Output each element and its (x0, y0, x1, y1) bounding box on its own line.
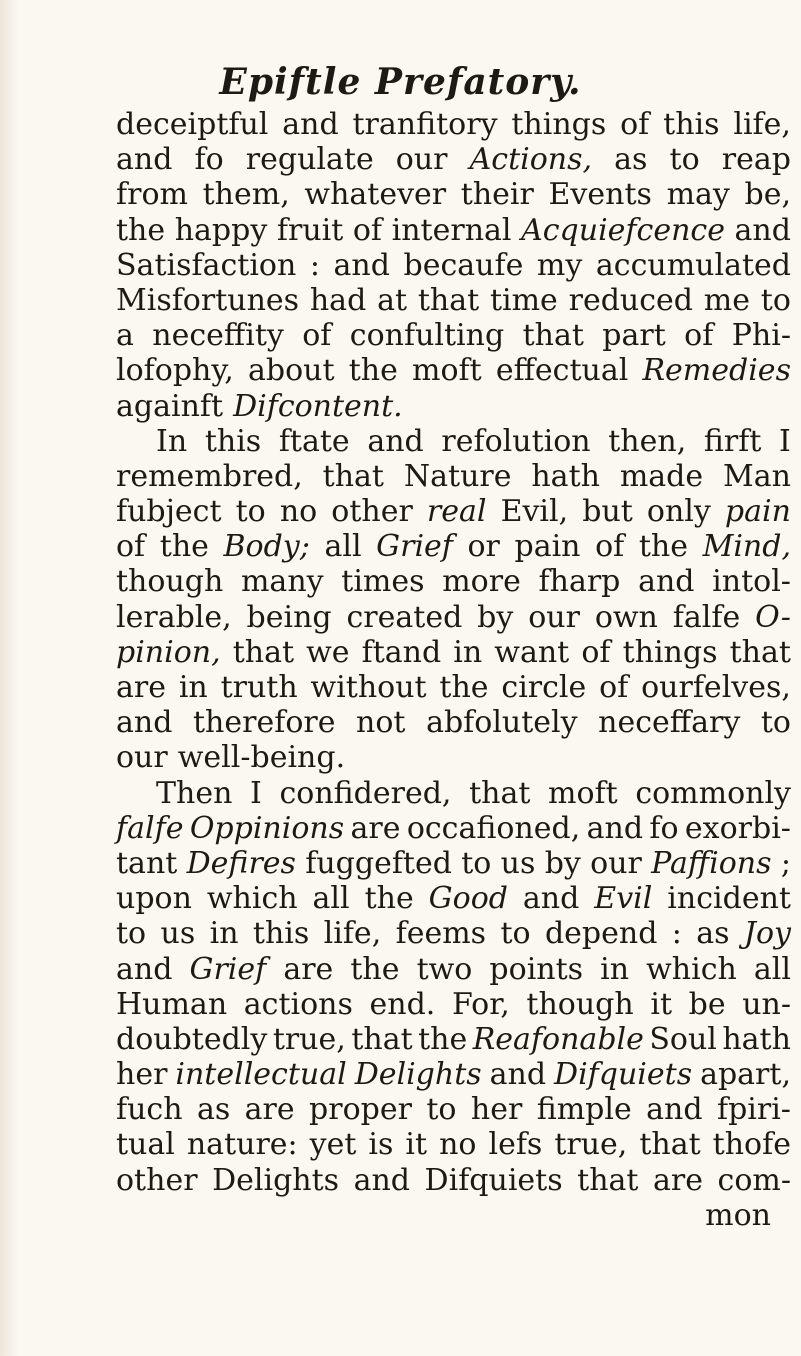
word: mon (705, 1197, 771, 1233)
word: which (206, 881, 298, 917)
word: ftand (361, 634, 442, 670)
text-line (116, 987, 791, 1022)
word: are (116, 670, 166, 705)
word: me (703, 282, 750, 318)
word: from (116, 177, 188, 213)
word: are (350, 810, 401, 846)
word: Evil (594, 881, 653, 917)
word: the (348, 353, 398, 389)
word: and (646, 1092, 703, 1128)
word: to (500, 916, 531, 952)
word: to (235, 494, 266, 530)
text-line (116, 318, 791, 353)
word: ftate (278, 423, 350, 459)
text-line (116, 600, 791, 635)
text-line (116, 916, 791, 951)
word: internal (391, 212, 512, 248)
word: fpiri- (716, 1092, 791, 1128)
word: things (511, 107, 607, 142)
text-line (116, 248, 791, 283)
word: I (250, 775, 262, 811)
word: intellectual (175, 1057, 347, 1093)
word: Actions, (469, 142, 593, 178)
word: our (395, 142, 448, 178)
text-line (116, 1022, 791, 1057)
word: the (350, 951, 400, 987)
text-line (116, 1198, 791, 1233)
word: happy (174, 212, 268, 248)
word: com- (717, 1162, 791, 1198)
word: confulting (349, 318, 505, 354)
word: no (279, 494, 318, 530)
word: Paffions (651, 845, 772, 881)
word: without (310, 670, 427, 705)
word: : (671, 916, 682, 952)
word: them, (202, 177, 290, 213)
word: confidered, (279, 775, 452, 811)
text-line (116, 564, 791, 599)
word: of (684, 318, 714, 354)
word: that (232, 634, 295, 670)
word: that (577, 1162, 639, 1198)
word: fuggefted (305, 845, 452, 881)
word: and (116, 142, 173, 178)
word: real (426, 494, 487, 530)
word: in (209, 916, 239, 952)
word: to (426, 1092, 457, 1128)
word: at (377, 282, 408, 318)
word: life, (323, 916, 382, 952)
word: remembred, (116, 458, 303, 494)
word: us (500, 845, 536, 881)
word: are (283, 951, 334, 987)
word: this (252, 916, 310, 952)
word: not (356, 705, 406, 741)
word: as (614, 142, 648, 178)
word: her (470, 1092, 523, 1128)
page-edge-shadow (0, 0, 18, 1356)
word: fruit (276, 212, 344, 248)
word: want (494, 634, 570, 670)
word: Body; (223, 529, 310, 565)
word: had (309, 282, 367, 318)
word: to (461, 845, 492, 881)
word: againft (116, 388, 224, 424)
word: two (416, 951, 473, 987)
word: Soul (649, 1021, 717, 1057)
word: all (324, 529, 362, 565)
word: by (544, 845, 581, 881)
word: her (116, 1057, 168, 1093)
word: to (669, 142, 700, 178)
word: created (346, 599, 463, 635)
word: deceiptful (116, 107, 269, 142)
word: Difquiets (554, 1057, 693, 1093)
word: the (364, 881, 414, 917)
word: and (489, 1057, 547, 1093)
word: the (418, 1021, 468, 1057)
word: truth (220, 670, 298, 705)
word: regulate (245, 142, 374, 178)
word: and (367, 423, 424, 459)
word: points (489, 951, 584, 987)
word: other (116, 1162, 198, 1198)
word: of (620, 107, 650, 142)
word: Joy (743, 916, 791, 952)
word: life, (733, 107, 791, 142)
word: that (417, 282, 480, 318)
text-line (116, 1127, 791, 1162)
word: Difcontent. (233, 388, 403, 424)
word: Human (116, 986, 228, 1022)
word: things (622, 634, 718, 670)
word: Man (723, 458, 791, 494)
word: refolution (441, 423, 591, 459)
text-line (116, 283, 791, 318)
text-line (116, 705, 791, 740)
word: hath (722, 1021, 791, 1057)
word: occafioned, (406, 810, 581, 846)
word: Delights (354, 1057, 482, 1093)
text-line (116, 881, 791, 916)
word: Nature (403, 458, 512, 494)
word: a (116, 318, 134, 354)
word: and (586, 810, 644, 846)
word: all (753, 951, 791, 987)
word: the (159, 529, 209, 565)
word: O- (755, 599, 791, 635)
word: reduced (568, 282, 693, 318)
word: our (528, 599, 580, 635)
word: true, (272, 1021, 346, 1057)
text-line (116, 389, 791, 424)
word: pain (724, 494, 791, 530)
word: Difquiets (424, 1162, 563, 1198)
word: therefore (192, 705, 336, 741)
word: effectual (495, 353, 629, 389)
word: Grief (189, 951, 267, 987)
word: Satisfaction (116, 247, 297, 283)
word: that (729, 634, 791, 670)
word: tant (116, 845, 178, 881)
word: made (619, 458, 704, 494)
word: abfolutely (426, 705, 578, 741)
word: fo (194, 142, 224, 178)
word: In (156, 423, 188, 459)
word: of (595, 529, 625, 565)
word: proper (309, 1092, 412, 1128)
word: being (246, 599, 332, 635)
word: Reafonable (472, 1021, 644, 1057)
text-line (116, 107, 791, 142)
text-line (116, 142, 791, 177)
text-line (116, 846, 791, 881)
word: feems (395, 916, 487, 952)
word: and (522, 881, 580, 917)
word: Defires (186, 845, 296, 881)
word: ourfelves, (641, 670, 791, 705)
word: about (248, 353, 335, 389)
word: reap (721, 142, 791, 178)
word: un- (742, 986, 791, 1022)
word: many (240, 564, 324, 600)
word: Oppinions (189, 810, 345, 846)
word: more (442, 564, 521, 600)
word: moft (548, 775, 618, 811)
text-line (116, 776, 791, 811)
word: the (116, 212, 166, 248)
word: end. (369, 986, 436, 1022)
word: in (178, 670, 208, 705)
word: part (602, 318, 666, 354)
word: the (439, 670, 489, 705)
running-head: Epiftle Prefatory. (219, 61, 582, 103)
word: that (351, 1021, 413, 1057)
word: neceffity (152, 318, 284, 354)
word: whatever (304, 177, 447, 213)
word: falfe (116, 810, 184, 846)
word: that (469, 775, 531, 811)
word: and (282, 107, 339, 142)
word: that (522, 318, 584, 354)
word: then, (608, 423, 687, 459)
word: be (688, 986, 726, 1022)
word: all (312, 881, 350, 917)
word: our (590, 845, 642, 881)
word: nature: (186, 1127, 298, 1163)
word: to (760, 282, 791, 318)
word: actions (243, 986, 353, 1022)
text-line (116, 635, 791, 670)
word: intol- (712, 564, 791, 600)
text-line (116, 670, 791, 705)
word: Remedies (642, 353, 791, 389)
word: but (582, 494, 633, 530)
word: neceffary (598, 705, 741, 741)
word: may (666, 177, 730, 213)
word: falfe (672, 599, 741, 635)
text-line (116, 1057, 791, 1092)
word: though (116, 564, 224, 600)
word: of (599, 670, 629, 705)
word: : (309, 247, 320, 283)
word: Then (156, 775, 233, 811)
word: to (116, 916, 147, 952)
word: of (581, 634, 611, 670)
word: fimple (536, 1092, 632, 1128)
word: that (322, 458, 384, 494)
word: exorbi- (684, 810, 791, 846)
word: Acquiefcence (521, 212, 725, 248)
word: be, (744, 177, 791, 213)
word: Events (548, 177, 652, 213)
body-text (116, 107, 791, 1233)
word: yet (309, 1127, 357, 1163)
word: pain (514, 529, 581, 565)
text-line (116, 1092, 791, 1127)
word: times (341, 564, 425, 600)
text-line (116, 494, 791, 529)
word: is (368, 1127, 394, 1163)
word: in (453, 634, 483, 670)
word: by (477, 599, 514, 635)
word: though (526, 986, 634, 1022)
word: firft (703, 423, 762, 459)
word: and (353, 1162, 411, 1198)
word: other (331, 494, 413, 530)
text-line (116, 952, 791, 987)
word: hath (531, 458, 600, 494)
word: depend (544, 916, 658, 952)
text-line (116, 353, 791, 388)
word: are (244, 1092, 295, 1128)
word: are (653, 1162, 703, 1198)
word: tual (116, 1127, 175, 1163)
word: Delights (212, 1162, 340, 1198)
word: lerable, (116, 599, 232, 635)
word: the (638, 529, 689, 565)
word: of (116, 529, 146, 565)
word: it (650, 986, 672, 1022)
word: no (439, 1127, 477, 1163)
word: doubtedly (116, 1021, 268, 1057)
text-line (116, 424, 791, 459)
text-line (116, 740, 791, 775)
word: circle (501, 670, 587, 705)
text-line (116, 177, 791, 212)
word: Phi- (731, 318, 791, 354)
word: it (405, 1127, 428, 1163)
word: that (639, 1127, 701, 1163)
word: Grief (376, 529, 453, 565)
word: well-being. (177, 740, 346, 776)
word: Evil, (500, 494, 569, 530)
word: and (116, 705, 173, 741)
word: of (352, 212, 383, 248)
word: fubject (116, 494, 222, 530)
word: fuch (116, 1092, 183, 1128)
word: apart, (700, 1057, 791, 1093)
word: of (302, 318, 332, 354)
word: or (467, 529, 500, 565)
word: moft (412, 353, 482, 389)
word: tranfitory (352, 107, 498, 142)
word: Good (428, 881, 508, 917)
word: which (646, 951, 737, 987)
text-line (116, 811, 791, 846)
word: incident (667, 881, 791, 917)
word: and (333, 247, 390, 283)
word: commonly (635, 775, 791, 811)
word: this (204, 423, 262, 459)
word: this (663, 107, 720, 142)
word: and (638, 564, 695, 600)
word: to (760, 705, 791, 741)
word: ; (780, 845, 791, 881)
text-line (116, 1163, 791, 1198)
word: my (536, 247, 583, 283)
word: Misfortunes (116, 282, 300, 318)
word: true, (554, 1127, 628, 1163)
word: lefs (488, 1127, 543, 1163)
word: their (460, 177, 534, 213)
word: own (594, 599, 658, 635)
word: us (160, 916, 196, 952)
word: pinion, (116, 634, 221, 670)
word: as (696, 916, 730, 952)
word: time (489, 282, 558, 318)
word: and (734, 212, 791, 248)
word: fo (649, 810, 679, 846)
word: thofe (712, 1127, 791, 1163)
word: we (306, 634, 350, 670)
word: lofophy, (116, 353, 234, 389)
word: and (116, 951, 173, 987)
text-line (116, 213, 791, 248)
word: our (116, 740, 168, 776)
word: becaufe (403, 247, 524, 283)
word: For, (451, 986, 510, 1022)
word: Mind, (702, 529, 791, 565)
text-line (116, 529, 791, 564)
word: in (600, 951, 630, 987)
word: as (196, 1092, 231, 1128)
word: I (779, 423, 791, 459)
word: fharp (538, 564, 621, 600)
word: only (646, 494, 711, 530)
word: upon (116, 881, 192, 917)
text-line (116, 459, 791, 494)
word: accumulated (595, 247, 791, 283)
